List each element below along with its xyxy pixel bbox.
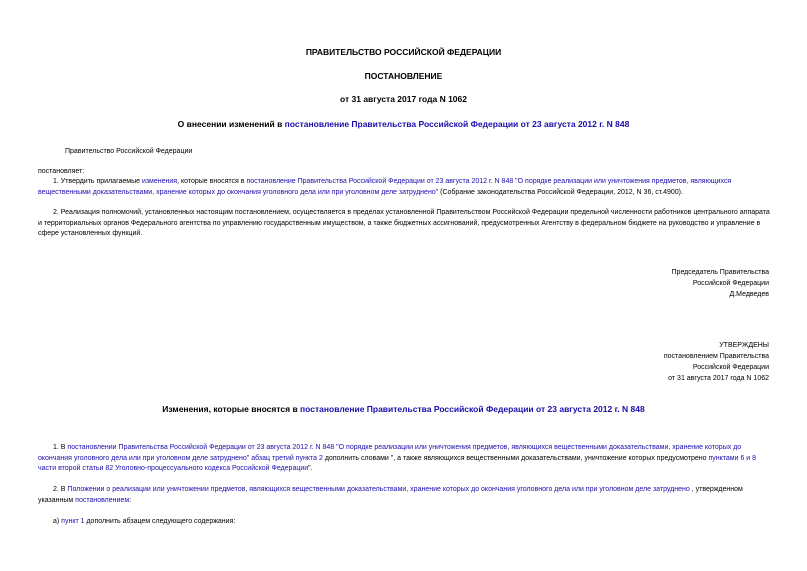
i3-link-point[interactable]: пункт 1 [61, 518, 85, 525]
change-item-3 [53, 517, 235, 528]
signature-name: Д.Медведев [729, 291, 769, 298]
i1-link-code[interactable]: пунктами 6 и 8 части второй статьи 82 Уголовно-процессуального кодекса Российской Федерации [38, 454, 757, 472]
i2-link-decree[interactable]: постановлением [75, 496, 130, 504]
i1-text-c: дополнить словами ", а также являющихся вещественными доказательствами, уничтожение которых предусмотрено [322, 454, 709, 462]
approved-line-2: постановлением Правительства [663, 353, 769, 360]
i2-text-c: : [129, 496, 132, 504]
signature-line-1: Председатель Правительства [671, 269, 769, 276]
signature-line-2: Российской Федерации [692, 280, 769, 287]
i3-text-a: а) [53, 518, 62, 525]
changes-title-link[interactable]: постановление Правительства Российской Федерации от 23 августа 2012 г. N 848 [300, 404, 645, 414]
header-date: от 31 августа 2017 года N 1062 [340, 94, 467, 104]
p1-link-decree[interactable]: постановление Правительства Российской Федерации от 23 августа 2012 г. N 848 "О порядке реализации или уничтожения предметов, являющихся вещественными доказательствами, хранение которых до окончания уголовного дела или при уголовном деле затруднено" [38, 178, 732, 196]
i1-link-decree[interactable]: постановлении Правительства Российской Федерации от 23 августа 2012 г. N 848 "О порядке реализации или уничтожения предметов, являющихся вещественными доказательствами, хранение которых до окончания уголовного дела или при уголовном деле затруднено" [38, 444, 742, 462]
i2-text-a: 2. В [53, 486, 68, 493]
changes-title-prefix: Изменения, которые вносятся в [162, 404, 301, 414]
i1-link-paragraph[interactable]: абзац третий пункта 2 [251, 454, 323, 462]
intro-text: Правительство Российской Федерации [65, 148, 193, 155]
paragraph-2: 2. Реализация полномочий, установленных настоящим постановлением, осуществляется в пределах установленной Правительством Российской Федерации предельной численности работников центрального аппарата и территориальных органов Федерального агентства по управлению государственным имуществом, а также бюджетных ассигнований, предусмотренных Агентству в федеральном бюджете на руководство и управление в сфере установленных функций. [38, 209, 770, 237]
i1-text-d: ". [308, 465, 313, 472]
approved-line-4: от 31 августа 2017 года N 1062 [668, 375, 769, 382]
header-decree: ПОСТАНОВЛЕНИЕ [364, 71, 443, 81]
header-government: ПРАВИТЕЛЬСТВО РОССИЙСКОЙ ФЕДЕРАЦИИ [305, 47, 502, 57]
p1-text-b: , которые вносятся в [177, 178, 247, 185]
resolves-text: постановляет: [38, 168, 85, 175]
p1-link-changes[interactable]: изменения [141, 178, 178, 185]
i2-text-b: , утвержденном указанным [38, 486, 743, 504]
i1-text-a: 1. В [53, 444, 68, 451]
doc-title [0, 119, 807, 129]
i2-link-regulation[interactable]: Положении о реализации или уничтожении предметов, являющихся вещественными доказательствами, хранение которых до окончания уголовного дела или при уголовном деле затруднено [67, 486, 690, 493]
change-item-1 [38, 443, 770, 475]
paragraph-1 [38, 177, 770, 198]
doc-title-link[interactable]: постановление Правительства Российской Федерации от 23 августа 2012 г. N 848 [284, 119, 630, 129]
changes-title [0, 404, 807, 414]
doc-title-prefix: О внесении изменений в [177, 119, 285, 129]
p1-text-a: 1. Утвердить прилагаемые [53, 178, 142, 185]
p1-text-c: (Собрание законодательства Российской Федерации, 2012, N 36, ст.4900). [438, 188, 683, 196]
approved-line-1: УТВЕРЖДЕНЫ [719, 342, 769, 349]
i3-text-b: дополнить абзацем следующего содержания: [84, 518, 236, 525]
approved-line-3: Российской Федерации [692, 364, 769, 371]
change-item-2 [38, 485, 770, 506]
